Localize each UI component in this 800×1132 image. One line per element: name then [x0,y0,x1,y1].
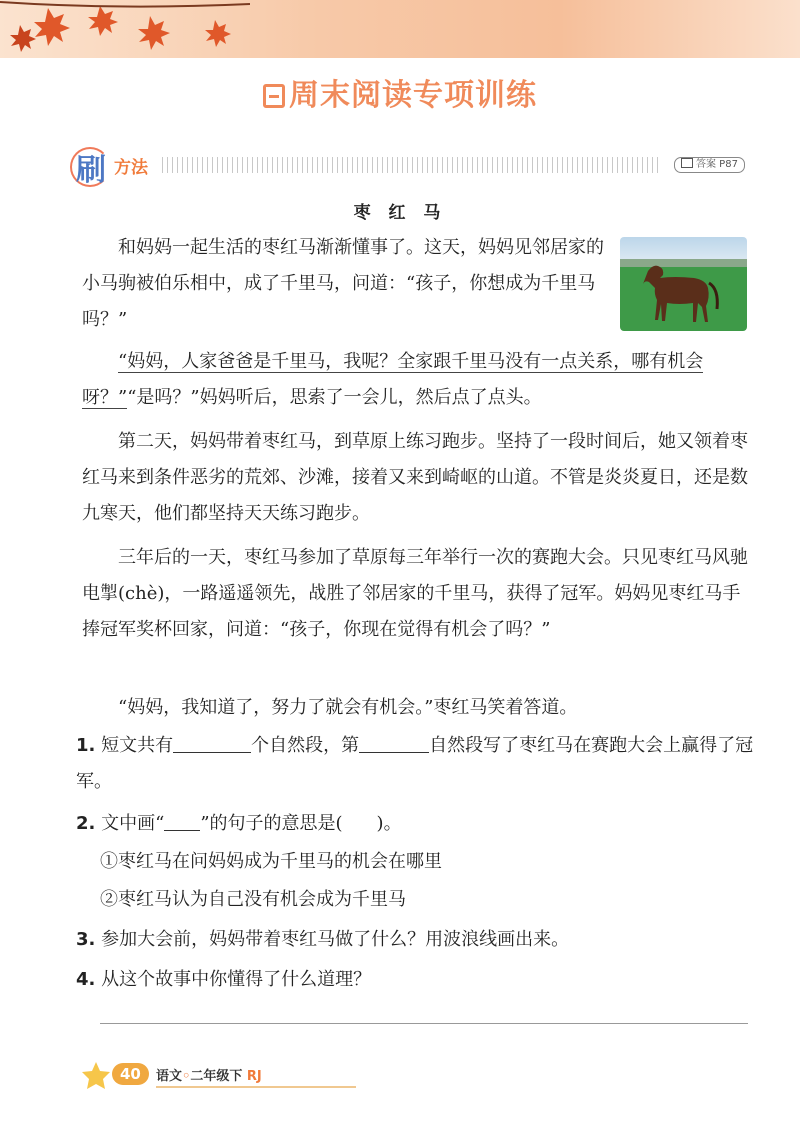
answer-reference: 答案 P87 [674,157,745,173]
question-2-option-1[interactable]: ①枣红马在问妈妈成为千里马的机会在哪里 [100,851,442,872]
question-4: 4. 从这个故事中你懂得了什么道理？ [76,969,372,990]
footer [82,1060,322,1090]
paragraph-4: 三年后的一天，枣红马参加了草原每三年举行一次的赛跑大会。只见枣红马风驰电掣(chè)，一路遥遥领先，战胜了邻居家的千里马，获得了冠军。妈妈见枣红马手捧冠军奖杯回家，问道：“孩子，你现在觉得有机会了吗？” [82,547,748,640]
horse-photo [620,237,747,331]
section-header [76,145,752,188]
question-3: 3. 参加大会前，妈妈带着枣红马做了什么？用波浪线画出来。 [76,929,570,950]
maple-leaves-decoration [0,0,250,60]
footer-subject: 语文◦二年级下 RJ [156,1069,262,1084]
star-icon [82,1060,116,1090]
underline-sample [164,810,200,831]
paragraph-3: 第二天，妈妈带着枣红马，到草原上练习跑步。坚持了一段时间后，她又领着枣红马来到条件恶劣的荒郊、沙滩，接着又来到崎岖的山道。不管是炎炎夏日，还是数九寒天，他们都坚持天天练习跑步。 [82,431,748,524]
page-title: 周末阅读专项训练 [0,70,800,114]
question-2: 2. 文中画“ ”的句子的意思是( )。 [76,806,756,842]
book-icon [681,158,693,168]
page-number: 40 [112,1063,149,1085]
paragraph-5: “妈妈，我知道了，努力了就会有机会。”枣红马笑着答道。 [118,697,578,718]
blank-paragraph-count[interactable] [173,732,251,753]
blank-paragraph-index[interactable] [359,732,429,753]
question-1: 1. 短文共有 个自然段，第 自然段写了枣红马在赛跑大会上赢得了冠军。 [76,728,756,800]
underlined-sentence: “妈妈，人家爸爸是千里马，我呢？全家跟千里马没有一点关系，哪有机会呀？” [82,351,704,408]
answer-line[interactable] [100,1023,748,1024]
section-label: 方法 [114,158,148,178]
paragraph-2-rest: “是吗？”妈妈听后，思索了一会儿，然后点了点头。 [127,387,542,408]
section-brush-char: 刷 [76,153,106,188]
paragraph-2 [82,344,752,416]
story-title: 枣 红 马 [353,203,447,223]
footer-line [156,1086,356,1088]
section-stripes [162,157,662,173]
paragraph-1: 和妈妈一起生活的枣红马渐渐懂事了。这天，妈妈见邻居家的小马驹被伯乐相中，成了千里马，问道：“孩子，你想成为千里马吗？” [82,237,604,330]
title-mark-icon [263,84,285,108]
question-2-option-2[interactable]: ②枣红马认为自己没有机会成为千里马 [100,889,406,910]
